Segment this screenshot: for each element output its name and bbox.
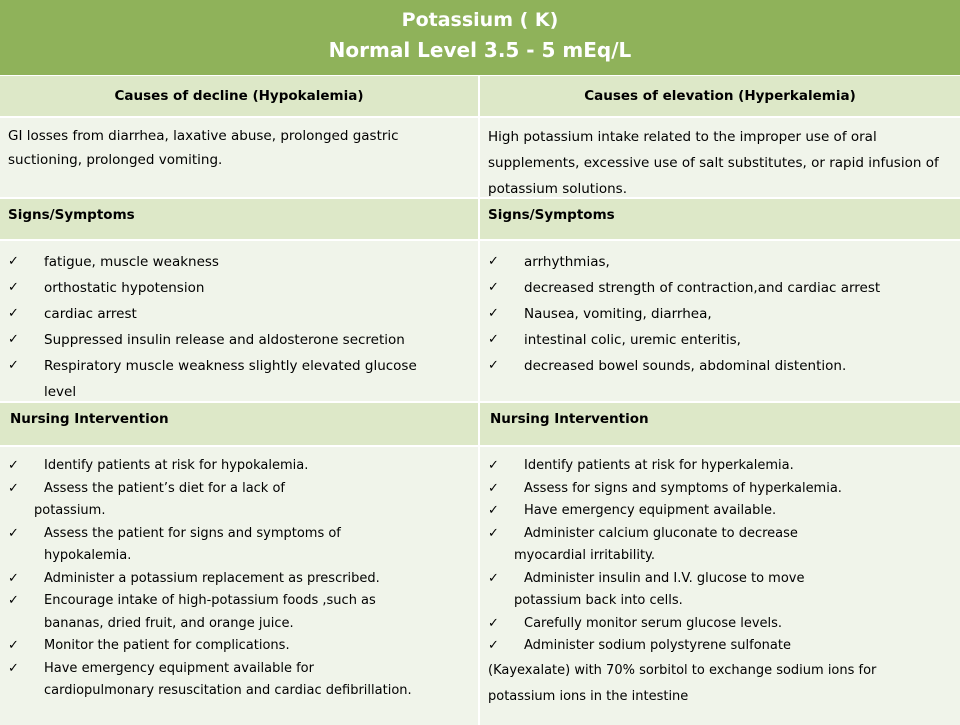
symptom-text: Respiratory muscle weakness slightly elevated glucose [44, 358, 417, 374]
intervention-item [8, 523, 478, 568]
symptom-item [8, 327, 478, 353]
intervention-text: Assess for signs and symptoms of hyperkalemia. [524, 480, 842, 496]
check-icon: ✓ [488, 358, 499, 373]
signs-heading-left: Signs/Symptoms [0, 199, 480, 239]
nursing-list-left [0, 447, 478, 703]
intervention-text: Identify patients at risk for hyperkalemia. [524, 458, 794, 473]
causes-elevation-cell [480, 118, 960, 197]
intervention-item [488, 613, 960, 636]
check-icon: ✓ [8, 332, 19, 347]
check-icon: ✓ [8, 660, 19, 676]
intervention-item [8, 568, 478, 591]
check-icon: ✓ [488, 570, 499, 586]
title-banner [0, 0, 960, 75]
symptom-item [488, 327, 960, 353]
intervention-tail-line: potassium ions in the intestine [488, 688, 689, 704]
nursing-heading-left: Nursing Intervention [0, 403, 480, 445]
title-line-1: Potassium ( K) [401, 9, 559, 31]
check-icon: ✓ [488, 306, 499, 321]
check-icon: ✓ [8, 458, 19, 473]
signs-list-right [480, 241, 960, 379]
symptom-item [8, 249, 478, 275]
intervention-item [8, 590, 478, 635]
check-icon: ✓ [8, 593, 19, 608]
intervention-item [488, 478, 960, 501]
symptom-text: decreased bowel sounds, abdominal distention. [524, 358, 847, 374]
nursing-list-right [480, 447, 960, 658]
intervention-item [488, 635, 960, 658]
symptom-text: cardiac arrest [44, 306, 137, 322]
check-icon: ✓ [8, 480, 19, 496]
intervention-item [8, 478, 478, 523]
intervention-text: Assess the patient’s diet for a lack of [44, 480, 285, 496]
symptom-text: orthostatic hypotension [44, 280, 205, 296]
intervention-item [8, 658, 478, 703]
intervention-text: Monitor the patient for complications. [44, 638, 290, 653]
symptom-item [488, 353, 960, 379]
nursing-heading-right: Nursing Intervention [480, 403, 960, 445]
potassium-table [0, 76, 960, 725]
intervention-item [488, 500, 960, 523]
check-icon: ✓ [488, 458, 499, 473]
intervention-continuation: potassium back into cells. [514, 593, 683, 608]
check-icon: ✓ [8, 254, 19, 269]
symptom-item [8, 275, 478, 301]
check-icon: ✓ [8, 525, 19, 541]
symptom-text: decreased strength of contraction,and cardiac arrest [524, 280, 881, 296]
causes-decline-cell [0, 118, 480, 197]
intervention-text: Administer calcium gluconate to decrease [524, 525, 798, 541]
intervention-text: Encourage intake of high-potassium foods ,such as [44, 593, 376, 608]
symptom-item [8, 301, 478, 327]
check-icon: ✓ [488, 525, 499, 541]
check-icon: ✓ [8, 570, 19, 586]
check-icon: ✓ [488, 615, 499, 631]
causes-elevation-text: High potassium intake related to the improper use of oral supplements, excessive use of salt substitutes, or rapid infusion of potassium solutions. [488, 129, 939, 197]
intervention-item [488, 523, 960, 568]
intervention-text: Have emergency equipment available for [44, 660, 314, 676]
symptom-text: fatigue, muscle weakness [44, 254, 219, 270]
symptom-item [8, 353, 478, 379]
symptom-text: arrhythmias, [524, 254, 610, 270]
check-icon: ✓ [488, 332, 499, 347]
intervention-text: Administer sodium polystyrene sulfonate [524, 638, 791, 653]
intervention-text: Assess the patient for signs and symptoms of [44, 525, 341, 541]
intervention-text: Have emergency equipment available. [524, 503, 777, 518]
intervention-item [8, 635, 478, 658]
check-icon: ✓ [8, 306, 19, 321]
symptom-item [8, 379, 478, 401]
symptom-item [488, 301, 960, 327]
intervention-continuation: bananas, dried fruit, and orange juice. [44, 615, 294, 631]
intervention-item [488, 455, 960, 478]
intervention-continuation: cardiopulmonary resuscitation and cardiac defibrillation. [44, 683, 412, 698]
check-icon: ✓ [488, 254, 499, 269]
signs-list-left [0, 241, 478, 401]
check-icon: ✓ [488, 280, 499, 295]
symptom-text: Suppressed insulin release and aldosterone secretion [44, 332, 405, 348]
intervention-text: Identify patients at risk for hypokalemia. [44, 458, 309, 473]
signs-heading-right: Signs/Symptoms [480, 199, 960, 239]
intervention-text: Administer insulin and I.V. glucose to move [524, 570, 805, 586]
title-line-2: Normal Level 3.5 - 5 mEq/L [328, 38, 632, 62]
nursing-cell-right [480, 447, 960, 725]
check-icon: ✓ [488, 638, 499, 653]
check-icon: ✓ [8, 358, 19, 373]
nursing-right-tail [480, 658, 960, 710]
check-icon: ✓ [8, 280, 19, 295]
symptom-item [488, 249, 960, 275]
intervention-item [8, 455, 478, 478]
symptom-text: intestinal colic, uremic enteritis, [524, 332, 741, 348]
symptom-text: level [44, 384, 77, 400]
intervention-tail-line: (Kayexalate) with 70% sorbitol to exchange sodium ions for [488, 662, 877, 678]
symptom-item [488, 275, 960, 301]
check-icon: ✓ [488, 503, 499, 518]
check-icon: ✓ [8, 638, 19, 653]
intervention-continuation: potassium. [34, 503, 106, 518]
check-icon: ✓ [488, 480, 499, 496]
intervention-text: Carefully monitor serum glucose levels. [524, 615, 783, 631]
header-hyperkalemia: Causes of elevation (Hyperkalemia) [480, 76, 960, 116]
header-hypokalemia: Causes of decline (Hypokalemia) [0, 76, 480, 116]
intervention-continuation: hypokalemia. [44, 548, 132, 563]
symptom-text: Nausea, vomiting, diarrhea, [524, 306, 712, 322]
intervention-continuation: myocardial irritability. [514, 548, 656, 563]
nursing-cell-left [0, 447, 480, 725]
causes-decline-text: GI losses from diarrhea, laxative abuse, prolonged gastric suctioning, prolonged vomiting. [8, 128, 399, 168]
signs-cell-left [0, 241, 480, 401]
intervention-text: Administer a potassium replacement as prescribed. [44, 570, 380, 586]
intervention-item [488, 568, 960, 613]
signs-cell-right [480, 241, 960, 401]
